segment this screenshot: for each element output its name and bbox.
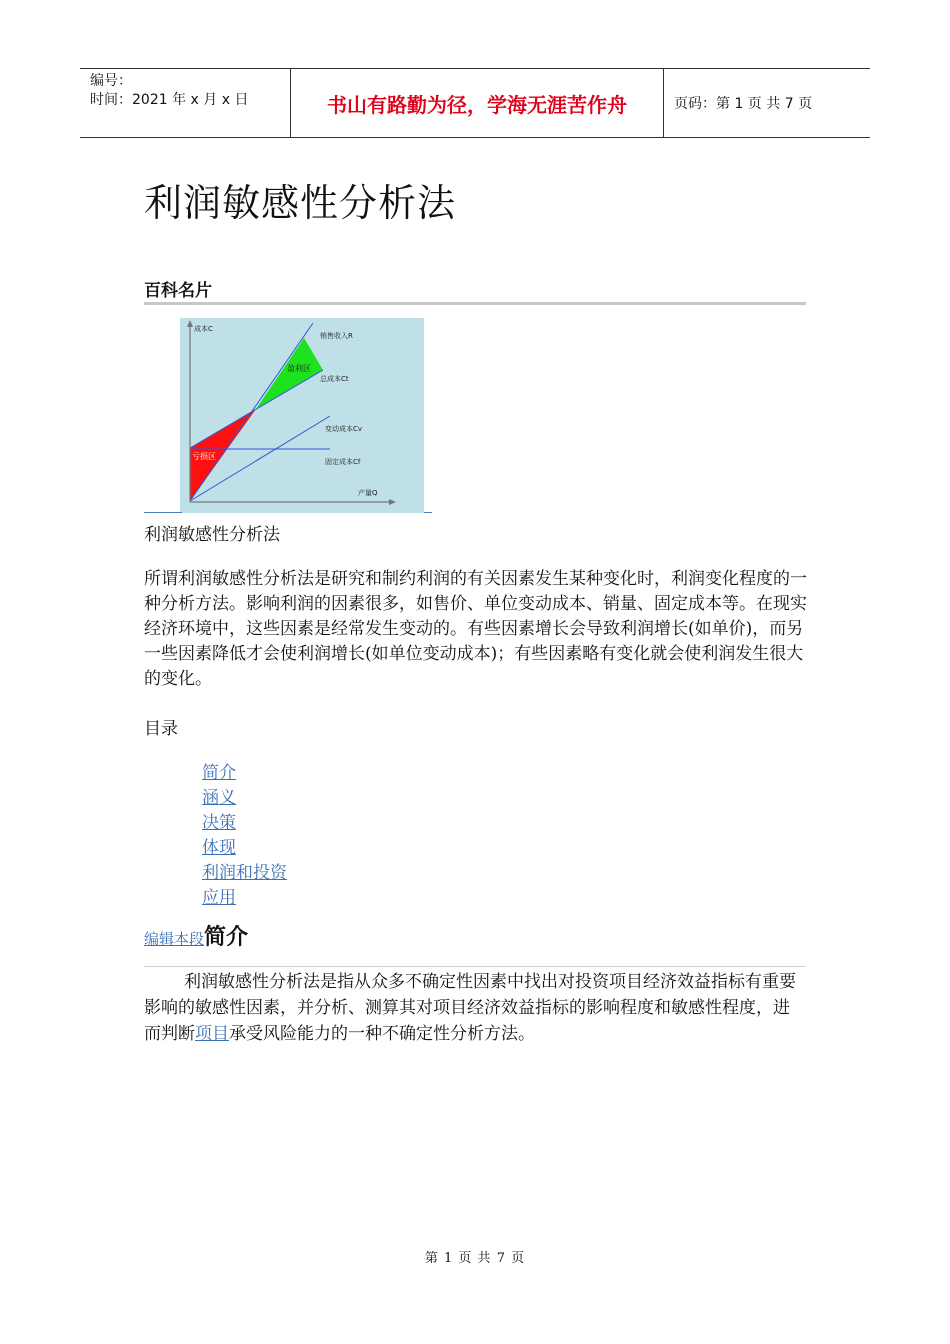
section-heading: [144, 920, 248, 951]
break-even-figure[interactable]: [180, 318, 424, 513]
header-motto: 书山有路勤为径，学海无涯苦作舟: [291, 69, 664, 137]
card-title: 百科名片: [144, 281, 212, 301]
page-footer: 第 1 页 共 7 页: [424, 1251, 526, 1266]
toc-link-intro[interactable]: 简介: [202, 763, 236, 783]
loss-zone-label: 亏损区: [192, 452, 216, 461]
section-paragraph: [144, 969, 804, 1047]
y-axis-label: 成本C: [194, 325, 213, 333]
table-of-contents: [202, 761, 287, 911]
header-meta: [80, 69, 291, 137]
section-title: 简介: [204, 925, 249, 950]
break-even-diagram: [180, 318, 424, 513]
total-cost-line-label: 总成本Ct: [320, 375, 349, 383]
time-label: 时间：2021 年 x 月 x 日: [90, 92, 249, 108]
profit-zone-label: 盈利区: [287, 364, 311, 373]
page-title: 利润敏感性分析法: [144, 181, 457, 225]
project-link[interactable]: 项目: [195, 1024, 229, 1044]
toc-link-manifestation[interactable]: 体现: [202, 838, 236, 858]
section-text-after: 承受风险能力的一种不确定性分析方法。: [229, 1024, 535, 1044]
page-header: [80, 68, 870, 138]
revenue-line-label: 销售收入R: [320, 332, 353, 340]
number-label: 编号：: [90, 73, 132, 89]
variable-cost-line-label: 变动成本Cv: [325, 425, 363, 433]
figure-caption: 利润敏感性分析法: [144, 525, 280, 545]
section-text-before: 利润敏感性分析法是指从众多不确定性因素中找出对投资项目经济效益指标有重要影响的敏感性因素，并分析、测算其对项目经济效益指标的影响程度和敏感性程度，进而判断: [144, 972, 796, 1044]
toc-label: 目录: [144, 719, 178, 739]
intro-paragraph: 所谓利润敏感性分析法是研究和制约利润的有关因素发生某种变化时，利润变化程度的一种分析方法。影响利润的因素很多，如售价、单位变动成本、销量、固定成本等。在现实经济环境中，这些因素是经常发生变动的。有些因素增长会导致利润增长(如单价)，而另一些因素降低才会使利润增长(如单位变动成本)；有些因素略有变化就会使利润发生很大的变化。: [144, 569, 807, 689]
edit-section-link[interactable]: 编辑本段: [144, 930, 205, 948]
toc-link-application[interactable]: 应用: [202, 888, 236, 908]
card-divider: [144, 302, 806, 305]
toc-link-meaning[interactable]: 涵义: [202, 788, 236, 808]
fixed-cost-line-label: 固定成本Cf: [325, 458, 361, 466]
section-divider: [144, 966, 806, 967]
figure-link-underline: [424, 512, 432, 513]
toc-link-profit-investment[interactable]: 利润和投资: [202, 863, 287, 883]
figure-link-underline: [144, 512, 182, 513]
toc-link-decision[interactable]: 决策: [202, 813, 236, 833]
x-axis-label: 产量Q: [358, 489, 378, 497]
header-page-info: 页码：第 1 页 共 7 页: [674, 96, 813, 112]
